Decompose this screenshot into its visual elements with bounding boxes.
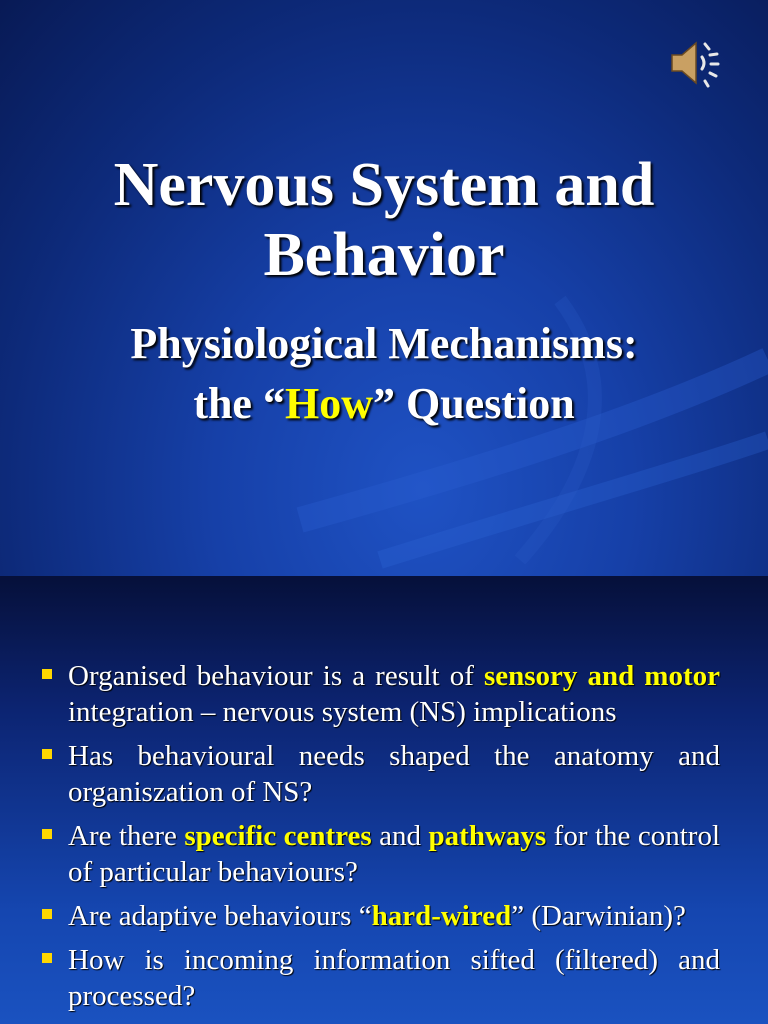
bullet-text: ” (Darwinian)? — [511, 900, 686, 932]
square-bullet-icon — [42, 829, 52, 839]
speaker-volume-icon[interactable] — [668, 38, 724, 88]
bullet-text: and — [371, 820, 429, 852]
bullet-item-5 — [40, 942, 720, 1014]
bullet-item-1 — [40, 658, 720, 730]
subtitle-line-2 — [0, 374, 768, 434]
bullet-highlight: specific centres — [184, 820, 372, 852]
slide-subtitle — [0, 314, 768, 434]
bullet-item-2 — [40, 738, 720, 810]
title-line-1: Nervous System and — [113, 151, 655, 219]
subtitle-highlight: How — [284, 378, 373, 428]
slide-title — [0, 150, 768, 290]
bullet-text: for the control of particular behaviours? — [68, 820, 720, 888]
bullet-list — [40, 658, 720, 1022]
bullet-text: Are there — [68, 820, 185, 852]
bullet-highlight: hard-wired — [371, 900, 512, 932]
square-bullet-icon — [42, 669, 52, 679]
bullet-highlight: pathways — [428, 820, 547, 852]
bullet-highlight: sensory and motor — [483, 660, 720, 692]
subtitle-line-1: Physiological Mechanisms: — [130, 319, 638, 368]
bullet-text: integration – nervous system (NS) implications — [68, 696, 617, 728]
bullet-text: Are adaptive behaviours “ — [68, 900, 372, 932]
subtitle-suffix: ” Question — [372, 378, 575, 428]
bullet-item-3 — [40, 818, 720, 890]
bullet-text: Has behavioural needs shaped the anatomy and organiszation of NS? — [68, 740, 720, 808]
bullet-text: How is incoming information sifted (filtered) and processed? — [68, 944, 720, 1012]
square-bullet-icon — [42, 909, 52, 919]
title-line-2: Behavior — [263, 221, 505, 290]
subtitle-prefix: the “ — [193, 378, 285, 428]
bullet-slide — [0, 576, 768, 1024]
square-bullet-icon — [42, 953, 52, 963]
bullet-item-4 — [40, 898, 720, 934]
bullet-text: Organised behaviour is a result of — [68, 660, 484, 692]
square-bullet-icon — [42, 749, 52, 759]
